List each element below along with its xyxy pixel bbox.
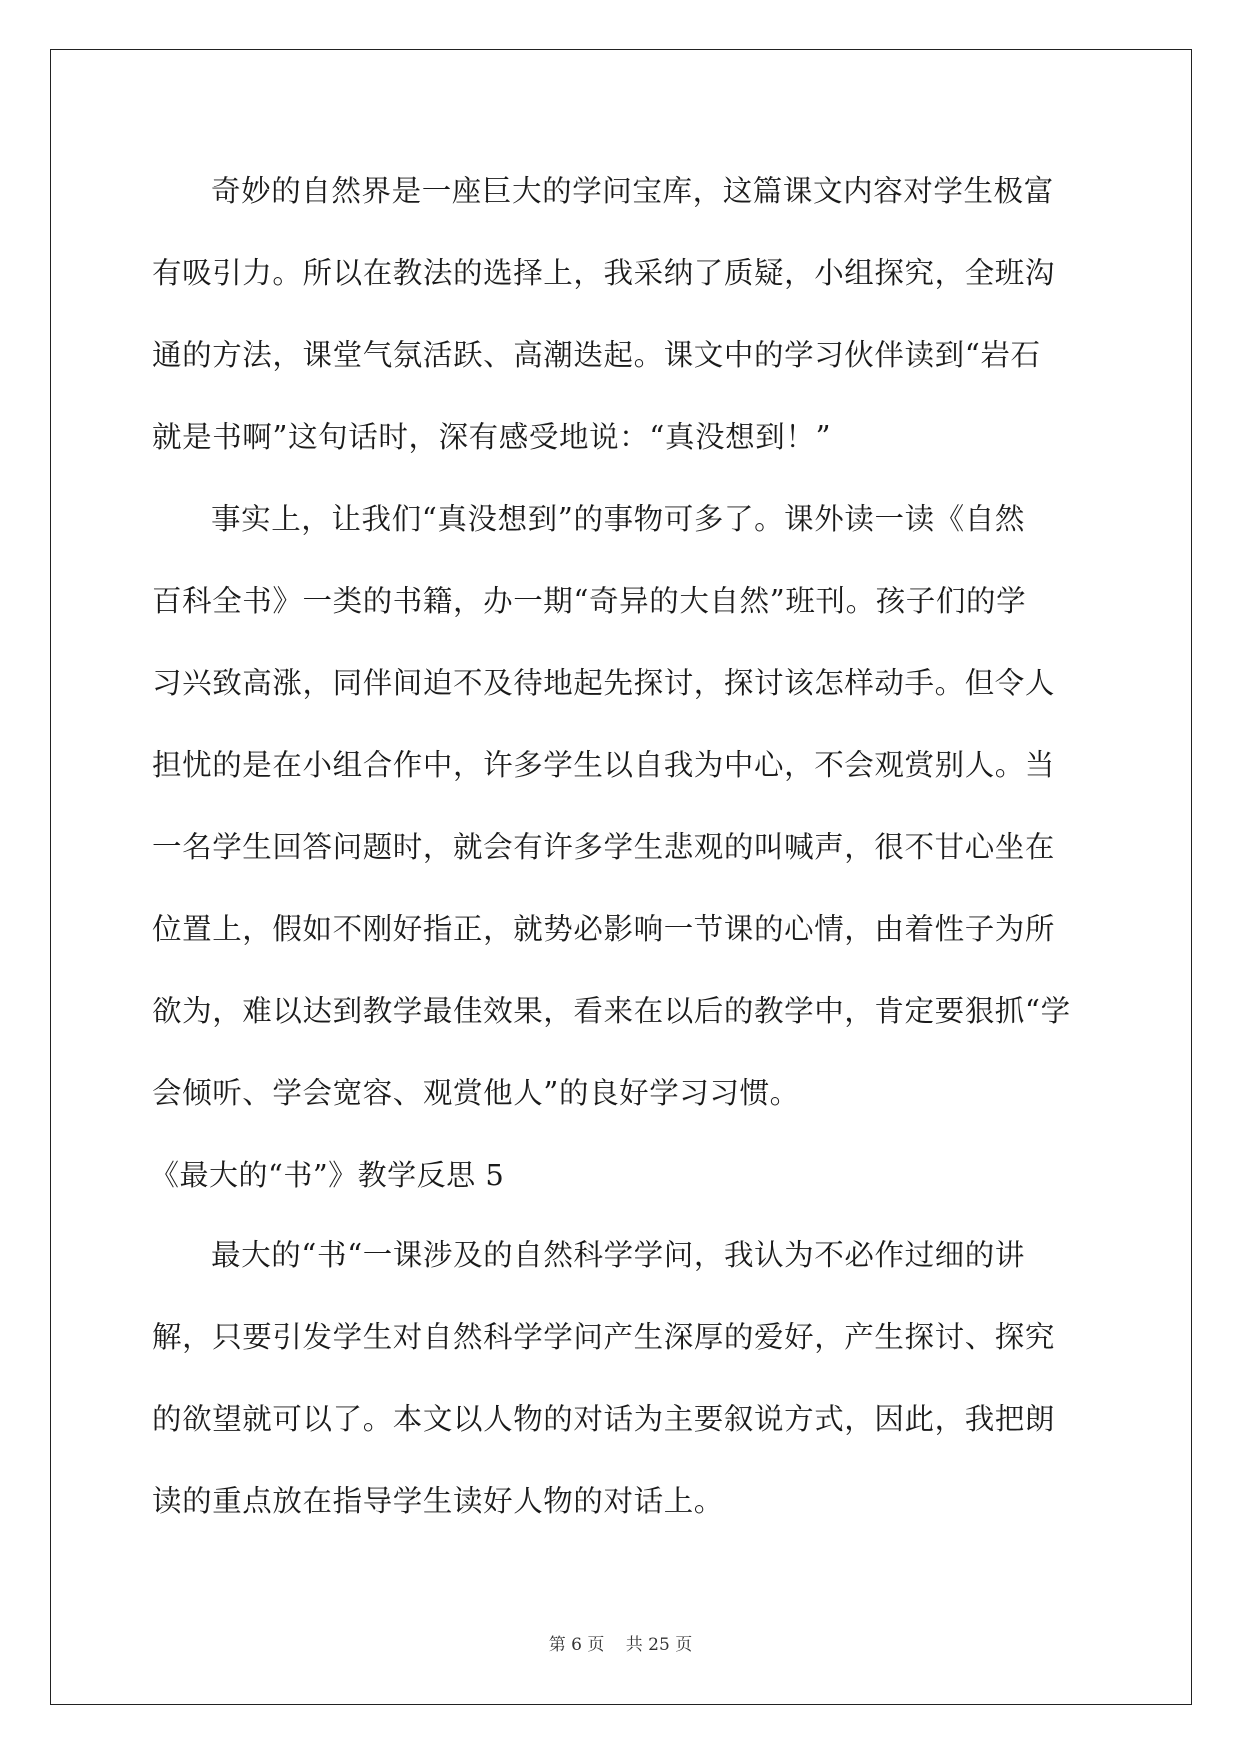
text-line: 的欲望就可以了。本文以人物的对话为主要叙说方式，因此，我把朗 [152, 1402, 1056, 1436]
text-line: 会倾听、学会宽容、观赏他人”的良好学习习惯。 [152, 1076, 800, 1110]
text-line: 解，只要引发学生对自然科学学问产生深厚的爱好，产生探讨、探究 [152, 1320, 1056, 1354]
text-line: 一名学生回答问题时，就会有许多学生悲观的叫喊声，很不甘心坐在 [152, 830, 1056, 864]
page-footer [0, 1630, 1241, 1655]
text-line: 事实上，让我们“真没想到”的事物可多了。课外读一读《自然 [211, 502, 1025, 536]
text-line: 欲为，难以达到教学最佳效果，看来在以后的教学中，肯定要狠抓“学 [152, 994, 1071, 1028]
page-total: 共 25 页 [625, 1635, 693, 1655]
text-line: 读的重点放在指导学生读好人物的对话上。 [152, 1484, 724, 1518]
text-line: 百科全书》一类的书籍，办一期“奇异的大自然”班刊。孩子们的学 [152, 584, 1027, 618]
section-heading: 《最大的“书”》教学反思 5 [150, 1158, 505, 1192]
text-line: 奇妙的自然界是一座巨大的学问宝库，这篇课文内容对学生极富 [211, 174, 1054, 208]
text-line: 通的方法，课堂气氛活跃、高潮迭起。课文中的学习伙伴读到“岩石 [152, 338, 1041, 372]
text-line: 位置上，假如不刚好指正，就势必影响一节课的心情，由着性子为所 [152, 912, 1056, 946]
document-body [152, 168, 1088, 1560]
paragraph-2 [152, 496, 1088, 1152]
paragraph-3 [152, 1232, 1088, 1560]
text-line: 就是书啊”这句话时，深有感受地说：“真没想到！” [152, 420, 832, 454]
text-line: 最大的“书“一课涉及的自然科学学问，我认为不必作过细的讲 [211, 1238, 1025, 1272]
text-line: 习兴致高涨，同伴间迫不及待地起先探讨，探讨该怎样动手。但令人 [152, 666, 1056, 700]
paragraph-1 [152, 168, 1088, 496]
text-line: 有吸引力。所以在教法的选择上，我采纳了质疑，小组探究，全班沟 [152, 256, 1056, 290]
text-line: 担忧的是在小组合作中，许多学生以自我为中心，不会观赏别人。当 [152, 748, 1056, 782]
page-number: 第 6 页 [548, 1635, 605, 1655]
